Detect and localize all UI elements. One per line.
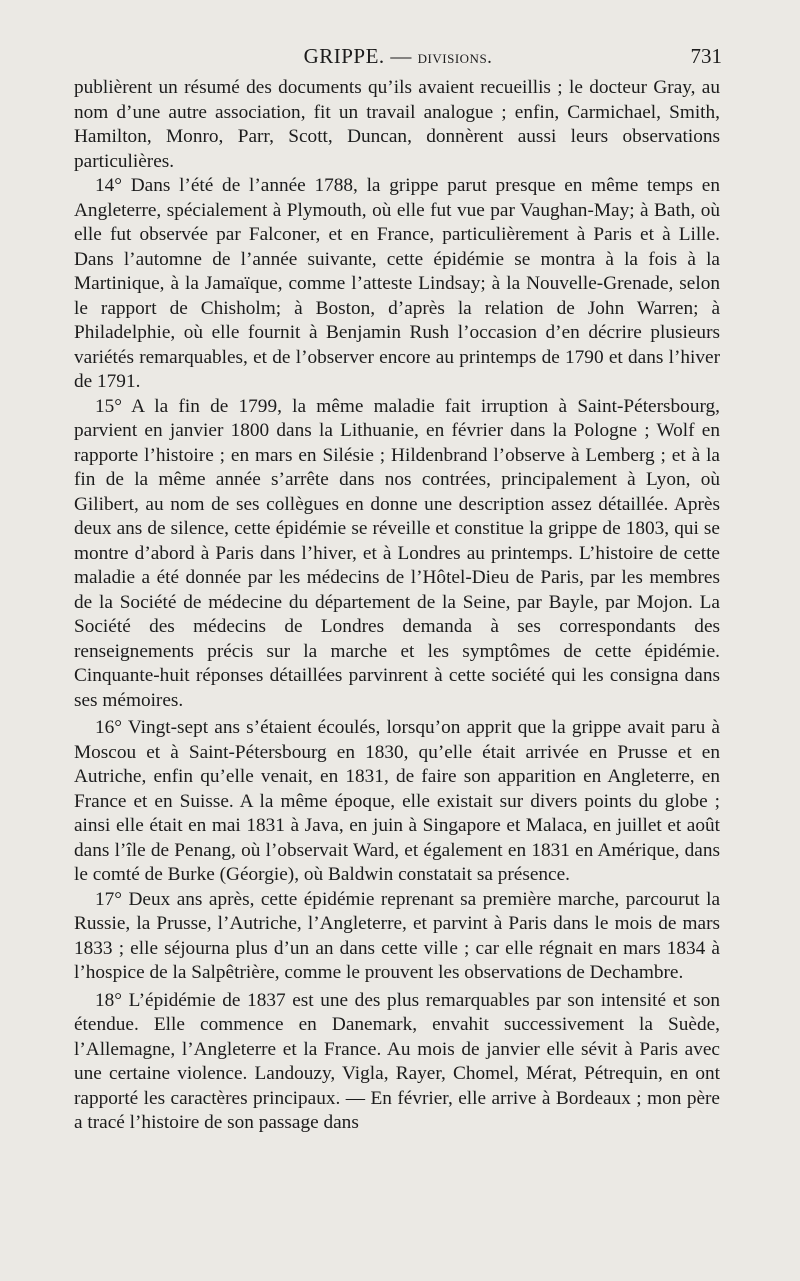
paragraph-14: 14° Dans l’été de l’année 1788, la grippe parut presque en même temps en Angleterre, spécialement à Plymouth, où elle fut vue par Vaughan-May; à Bath, où elle fut observée par Falconer, et en France, particulièrement à Paris et à Lille. Dans l’automne de l’année suivante, cette épidémie se montra à la fois à la Martinique, à la Jamaïque, comme l’atteste Lindsay; à la Nouvelle-Grenade, selon le rapport de Chisholm; à Boston, d’après la relation de John Warren; à Philadelphie, où elle fournit à Benjamin Rush l’occasion d’en décrire plusieurs variétés remarquables, et de l’observer encore au printemps de 1790 et dans l’hiver de 1791.: [74, 175, 720, 392]
paragraph-16: 16° Vingt-sept ans s’étaient écoulés, lorsqu’on apprit que la grippe avait paru à Moscou et à Saint-Pétersbourg en 1830, qu’elle était arrivée en Prusse et en Autriche, enfin qu’elle venait, en 1831, de faire son apparition en Angleterre, en France et en Suisse. A la même époque, elle existait sur divers points du globe ; ainsi elle était en mai 1831 à Java, en juin à Singapore et Malaca, en juillet et août dans l’île de Penang, où l’observait Ward, et également en 1831 en Amérique, dans le comté de Burke (Géorgie), où Baldwin constatait sa présence.: [74, 717, 720, 885]
paragraph-15: 15° A la fin de 1799, la même maladie fait irruption à Saint-Pétersbourg, parvient en janvier 1800 dans la Lithuanie, en février dans la Pologne ; Wolf en rapporte l’histoire ; en mars en Silésie ; Hildenbrand l’observe à Lemberg ; et à la fin de la même année s’arrête dans nos contrées, principalement à Lyon, où Gilibert, au nom de ses collègues en donne une description assez détaillée. Après deux ans de silence, cette épidémie se réveille et constitue la grippe de 1803, qui se montre d’abord à Paris dans l’hiver, et à Londres au printemps. L’histoire de cette maladie a été donnée par les médecins de l’Hôtel-Dieu de Paris, par les membres de la Société de médecine du département de la Seine, par Bayle, par Mojon. La Société des médecins de Londres demanda à ses correspondants des renseignements précis sur la marche et les symptômes de cette épidémie. Cinquante-huit réponses détaillées parvinrent à cette société qui les consigna dans ses mémoires.: [74, 395, 720, 711]
page-number: 731: [690, 44, 722, 68]
running-title-section: divisions.: [417, 47, 493, 68]
paragraph-18: 18° L’épidémie de 1837 est une des plus remarquables par son intensité et son étendue. Elle commence en Danemark, envahit successivement la Suède, l’Allemagne, l’Angleterre et la France. Au mois de janvier elle sévit à Paris avec une certaine violence. Landouzy, Vigla, Rayer, Chomel, Mérat, Pétrequin, en ont rapporté les caractères principaux. — En février, elle arrive à Bordeaux ; mon père a tracé l’histoire de son passage dans: [74, 989, 720, 1133]
paragraph-continuation: publièrent un résumé des documents qu’ils avaient recueillis ; le docteur Gray, au nom d’une autre association, fit un travail analogue ; enfin, Carmichael, Smith, Hamilton, Monro, Parr, Scott, Duncan, donnèrent aussi leurs observations particulières.: [74, 77, 720, 172]
page-body: [74, 76, 720, 1136]
paragraph-17: 17° Deux ans après, cette épidémie reprenant sa première marche, parcourut la Russie, la Prusse, l’Autriche, l’Angleterre, et parvint à Paris dans le mois de mars 1833 ; elle séjourna plus d’un an dans cette ville ; car elle régnait en mars 1834 à l’hospice de la Salpêtrière, comme le prouvent les observations de Dechambre.: [74, 888, 720, 983]
running-title: [74, 44, 722, 69]
running-title-main: GRIPPE. —: [303, 44, 418, 68]
running-header: [74, 44, 722, 74]
